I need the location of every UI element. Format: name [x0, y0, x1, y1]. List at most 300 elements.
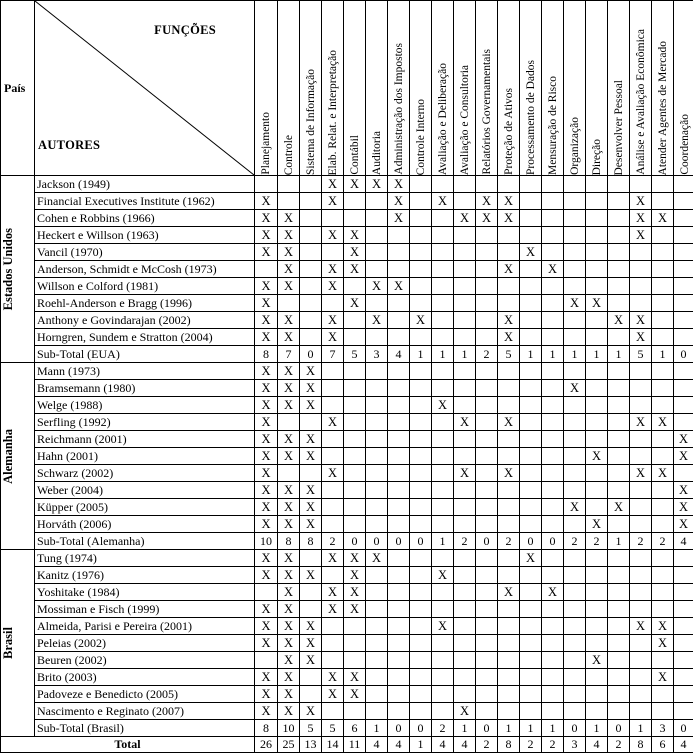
function-mark [564, 703, 586, 720]
function-mark [410, 635, 432, 652]
function-mark [278, 414, 300, 431]
function-mark [300, 312, 322, 329]
function-mark [674, 618, 693, 635]
country-label: Brasil [1, 627, 16, 659]
function-mark: X [322, 465, 344, 482]
function-mark [564, 550, 586, 567]
function-mark [388, 431, 410, 448]
function-mark [630, 295, 652, 312]
function-mark [652, 550, 674, 567]
function-mark [652, 176, 674, 193]
subtotal-value: 0 [674, 720, 693, 737]
function-mark [564, 669, 586, 686]
function-mark: X [652, 465, 674, 482]
function-mark [520, 414, 542, 431]
function-mark [542, 329, 564, 346]
function-mark [432, 244, 454, 261]
function-mark [410, 329, 432, 346]
function-mark [476, 244, 498, 261]
subtotal-value: 1 [410, 346, 432, 363]
function-mark [410, 278, 432, 295]
function-header-label: Sistema de Informação [300, 66, 322, 175]
function-mark [454, 567, 476, 584]
function-mark [388, 380, 410, 397]
function-mark [564, 635, 586, 652]
function-mark [630, 669, 652, 686]
subtotal-value: 1 [542, 346, 564, 363]
function-mark [498, 550, 520, 567]
function-mark [520, 193, 542, 210]
function-mark [454, 312, 476, 329]
function-mark [388, 312, 410, 329]
function-mark [410, 669, 432, 686]
function-mark [388, 686, 410, 703]
author-name: Serfling (1992) [35, 414, 255, 431]
subtotal-value: 0 [476, 720, 498, 737]
author-row [1, 380, 693, 397]
function-mark: X [255, 482, 278, 499]
function-mark: X [388, 193, 410, 210]
function-mark: X [278, 652, 300, 669]
function-mark [586, 193, 608, 210]
function-mark [322, 380, 344, 397]
function-mark [630, 431, 652, 448]
function-mark [366, 414, 388, 431]
subtotal-value: 5 [344, 346, 366, 363]
function-header-label: Auditoria [366, 128, 388, 175]
subtotal-value: 7 [322, 346, 344, 363]
function-mark [586, 686, 608, 703]
function-mark [476, 295, 498, 312]
function-mark [498, 295, 520, 312]
function-mark [674, 465, 693, 482]
function-mark: X [630, 618, 652, 635]
function-mark [344, 482, 366, 499]
function-header-label: Administração dos Impostos [388, 40, 410, 175]
subtotal-value: 5 [498, 346, 520, 363]
function-mark [344, 278, 366, 295]
function-mark [630, 550, 652, 567]
function-mark [630, 176, 652, 193]
function-mark [542, 244, 564, 261]
function-header [388, 1, 410, 176]
function-mark [542, 686, 564, 703]
function-mark: X [300, 431, 322, 448]
author-row [1, 516, 693, 533]
function-mark [608, 482, 630, 499]
function-header-label: Avaliação e Deliberação [432, 60, 454, 175]
function-mark [608, 397, 630, 414]
total-value: 4 [432, 737, 454, 753]
function-mark [652, 499, 674, 516]
function-mark [542, 176, 564, 193]
function-mark [586, 567, 608, 584]
function-mark: X [674, 448, 693, 465]
function-mark [454, 193, 476, 210]
subtotal-label: Sub-Total (EUA) [35, 346, 255, 363]
function-mark: X [410, 312, 432, 329]
function-mark: X [630, 312, 652, 329]
function-mark [630, 601, 652, 618]
function-mark [564, 363, 586, 380]
subtotal-value: 0 [366, 533, 388, 550]
function-mark: X [652, 669, 674, 686]
function-mark [476, 516, 498, 533]
function-mark: X [344, 567, 366, 584]
function-mark: X [366, 312, 388, 329]
function-mark [300, 414, 322, 431]
function-mark [410, 686, 432, 703]
function-mark: X [608, 499, 630, 516]
function-mark: X [278, 499, 300, 516]
function-mark [388, 601, 410, 618]
function-mark [564, 584, 586, 601]
author-row [1, 669, 693, 686]
function-mark: X [586, 295, 608, 312]
function-mark [410, 363, 432, 380]
function-mark [388, 397, 410, 414]
function-mark [300, 210, 322, 227]
function-mark [608, 516, 630, 533]
function-mark [366, 431, 388, 448]
function-header [255, 1, 278, 176]
function-mark [454, 431, 476, 448]
subtotal-value: 2 [586, 533, 608, 550]
function-mark: X [432, 397, 454, 414]
subtotal-value: 2 [476, 346, 498, 363]
subtotal-value: 4 [388, 346, 410, 363]
function-mark [674, 669, 693, 686]
function-mark: X [586, 516, 608, 533]
function-mark [608, 567, 630, 584]
function-mark [674, 227, 693, 244]
function-mark [366, 210, 388, 227]
function-mark [608, 635, 630, 652]
function-mark [388, 584, 410, 601]
function-mark [630, 516, 652, 533]
function-mark [564, 465, 586, 482]
function-mark: X [674, 516, 693, 533]
total-value: 1 [410, 737, 432, 753]
country-label: Estados Unidos [1, 228, 16, 310]
function-mark [652, 363, 674, 380]
function-mark: X [674, 499, 693, 516]
function-mark: X [255, 669, 278, 686]
function-mark [454, 618, 476, 635]
function-mark [432, 482, 454, 499]
function-mark [388, 329, 410, 346]
function-mark [410, 244, 432, 261]
function-mark [454, 516, 476, 533]
function-mark [476, 312, 498, 329]
function-mark [520, 329, 542, 346]
function-mark [520, 380, 542, 397]
function-mark [366, 227, 388, 244]
function-mark [278, 465, 300, 482]
function-mark [498, 397, 520, 414]
function-mark [410, 193, 432, 210]
function-mark [608, 550, 630, 567]
subtotal-value: 3 [366, 346, 388, 363]
function-mark [498, 669, 520, 686]
function-mark [366, 516, 388, 533]
function-mark [322, 448, 344, 465]
function-mark [344, 635, 366, 652]
function-mark [344, 448, 366, 465]
function-mark: X [454, 414, 476, 431]
author-name: Beuren (2002) [35, 652, 255, 669]
author-name: Anthony e Govindarajan (2002) [35, 312, 255, 329]
total-value: 4 [674, 737, 693, 753]
functions-header-label: FUNÇÕES [154, 23, 216, 38]
function-mark [476, 397, 498, 414]
function-mark [652, 601, 674, 618]
function-mark [300, 669, 322, 686]
function-header-label: Elab. Relat. e Interpretação [322, 47, 344, 175]
function-mark [608, 176, 630, 193]
function-mark [630, 652, 652, 669]
function-mark [564, 601, 586, 618]
function-mark [366, 244, 388, 261]
corner-header [35, 1, 255, 176]
function-mark [608, 244, 630, 261]
function-mark: X [366, 550, 388, 567]
function-mark: X [300, 635, 322, 652]
function-mark: X [278, 669, 300, 686]
function-mark [454, 363, 476, 380]
function-mark [586, 278, 608, 295]
function-mark: X [564, 499, 586, 516]
function-mark [432, 210, 454, 227]
function-mark: X [344, 584, 366, 601]
total-value: 26 [255, 737, 278, 753]
author-name: Cohen e Robbins (1966) [35, 210, 255, 227]
author-name: Willson e Colford (1981) [35, 278, 255, 295]
function-mark [652, 312, 674, 329]
function-mark [564, 210, 586, 227]
function-mark [564, 397, 586, 414]
function-mark [432, 465, 454, 482]
function-mark [476, 227, 498, 244]
total-value: 2 [520, 737, 542, 753]
author-row [1, 210, 693, 227]
function-mark [586, 550, 608, 567]
function-mark [674, 380, 693, 397]
function-mark: X [344, 295, 366, 312]
function-mark [608, 261, 630, 278]
function-mark [388, 244, 410, 261]
total-value: 11 [344, 737, 366, 753]
function-mark [564, 176, 586, 193]
function-mark [542, 652, 564, 669]
function-mark: X [278, 380, 300, 397]
total-value: 14 [322, 737, 344, 753]
function-mark: X [344, 176, 366, 193]
author-name: Hahn (2001) [35, 448, 255, 465]
function-mark [608, 363, 630, 380]
author-row [1, 414, 693, 431]
function-mark: X [278, 397, 300, 414]
function-mark: X [432, 567, 454, 584]
subtotal-value: 0 [564, 720, 586, 737]
function-mark [454, 397, 476, 414]
author-row [1, 176, 693, 193]
function-mark [652, 448, 674, 465]
function-mark [432, 584, 454, 601]
function-mark [454, 601, 476, 618]
function-mark [498, 618, 520, 635]
author-row [1, 635, 693, 652]
function-mark [454, 329, 476, 346]
function-mark [586, 176, 608, 193]
function-mark [300, 244, 322, 261]
function-mark [542, 363, 564, 380]
function-mark [498, 635, 520, 652]
subtotal-value: 0 [542, 533, 564, 550]
subtotal-value: 1 [564, 346, 586, 363]
function-mark [564, 567, 586, 584]
function-mark: X [498, 584, 520, 601]
function-mark: X [322, 550, 344, 567]
function-mark [608, 210, 630, 227]
function-mark [388, 363, 410, 380]
function-mark: X [564, 380, 586, 397]
function-mark [652, 516, 674, 533]
function-mark: X [300, 652, 322, 669]
function-mark [454, 482, 476, 499]
function-mark [366, 669, 388, 686]
function-mark: X [344, 261, 366, 278]
author-name: Horngren, Sundem e Stratton (2004) [35, 329, 255, 346]
function-mark [366, 448, 388, 465]
function-mark: X [322, 414, 344, 431]
subtotal-value: 10 [278, 720, 300, 737]
function-mark [674, 567, 693, 584]
function-mark: X [630, 465, 652, 482]
function-mark [608, 227, 630, 244]
function-mark [344, 210, 366, 227]
function-mark: X [255, 193, 278, 210]
function-mark: X [344, 686, 366, 703]
function-mark [322, 482, 344, 499]
function-mark [520, 397, 542, 414]
function-mark [300, 584, 322, 601]
function-mark [366, 261, 388, 278]
function-mark [410, 618, 432, 635]
function-mark [300, 465, 322, 482]
function-mark [586, 584, 608, 601]
total-value: 2 [608, 737, 630, 753]
function-mark [652, 244, 674, 261]
subtotal-value: 6 [344, 720, 366, 737]
function-mark: X [498, 414, 520, 431]
function-mark [498, 244, 520, 261]
total-value: 2 [476, 737, 498, 753]
country-header-label: País [4, 81, 25, 95]
author-name: Mann (1973) [35, 363, 255, 380]
function-mark [388, 516, 410, 533]
function-mark [432, 635, 454, 652]
function-mark: X [278, 635, 300, 652]
function-mark [454, 635, 476, 652]
function-header-label: Relatórios Governamentais [476, 46, 498, 175]
function-mark [432, 414, 454, 431]
function-mark: X [454, 465, 476, 482]
function-mark [630, 703, 652, 720]
function-mark [278, 176, 300, 193]
function-mark [674, 635, 693, 652]
function-mark [322, 363, 344, 380]
function-mark: X [278, 448, 300, 465]
function-mark [520, 312, 542, 329]
function-mark: X [255, 686, 278, 703]
function-mark [454, 669, 476, 686]
function-mark: X [255, 516, 278, 533]
function-mark [388, 703, 410, 720]
subtotal-value: 2 [432, 720, 454, 737]
function-mark [432, 499, 454, 516]
function-mark: X [255, 635, 278, 652]
function-header [300, 1, 322, 176]
function-mark [366, 193, 388, 210]
function-header [564, 1, 586, 176]
function-header-label: Desenvolver Pessoal [608, 77, 630, 176]
function-mark: X [344, 669, 366, 686]
function-mark [608, 278, 630, 295]
total-value: 13 [300, 737, 322, 753]
function-mark [652, 295, 674, 312]
function-mark [586, 363, 608, 380]
function-mark [674, 550, 693, 567]
function-mark [432, 601, 454, 618]
subtotal-value: 2 [652, 533, 674, 550]
function-mark [608, 414, 630, 431]
function-mark [432, 329, 454, 346]
author-name: Peleias (2002) [35, 635, 255, 652]
function-mark: X [255, 448, 278, 465]
function-mark [564, 414, 586, 431]
function-mark [542, 431, 564, 448]
function-mark [255, 584, 278, 601]
function-mark [630, 363, 652, 380]
author-name: Jackson (1949) [35, 176, 255, 193]
total-value: 4 [366, 737, 388, 753]
function-mark [630, 380, 652, 397]
function-mark: X [255, 397, 278, 414]
function-mark: X [674, 431, 693, 448]
function-mark: X [498, 261, 520, 278]
function-mark [300, 193, 322, 210]
country-cell [1, 176, 35, 363]
function-mark [388, 261, 410, 278]
function-mark [388, 567, 410, 584]
author-row [1, 244, 693, 261]
function-mark: X [608, 312, 630, 329]
function-mark [674, 601, 693, 618]
function-mark [454, 550, 476, 567]
author-name: Padoveze e Benedicto (2005) [35, 686, 255, 703]
function-mark: X [278, 329, 300, 346]
subtotal-value: 8 [255, 346, 278, 363]
subtotal-label: Sub-Total (Alemanha) [35, 533, 255, 550]
function-mark [388, 295, 410, 312]
function-mark: X [564, 295, 586, 312]
table-body [1, 176, 693, 753]
function-mark [410, 652, 432, 669]
function-mark [432, 652, 454, 669]
function-mark [564, 193, 586, 210]
subtotal-value: 1 [432, 533, 454, 550]
